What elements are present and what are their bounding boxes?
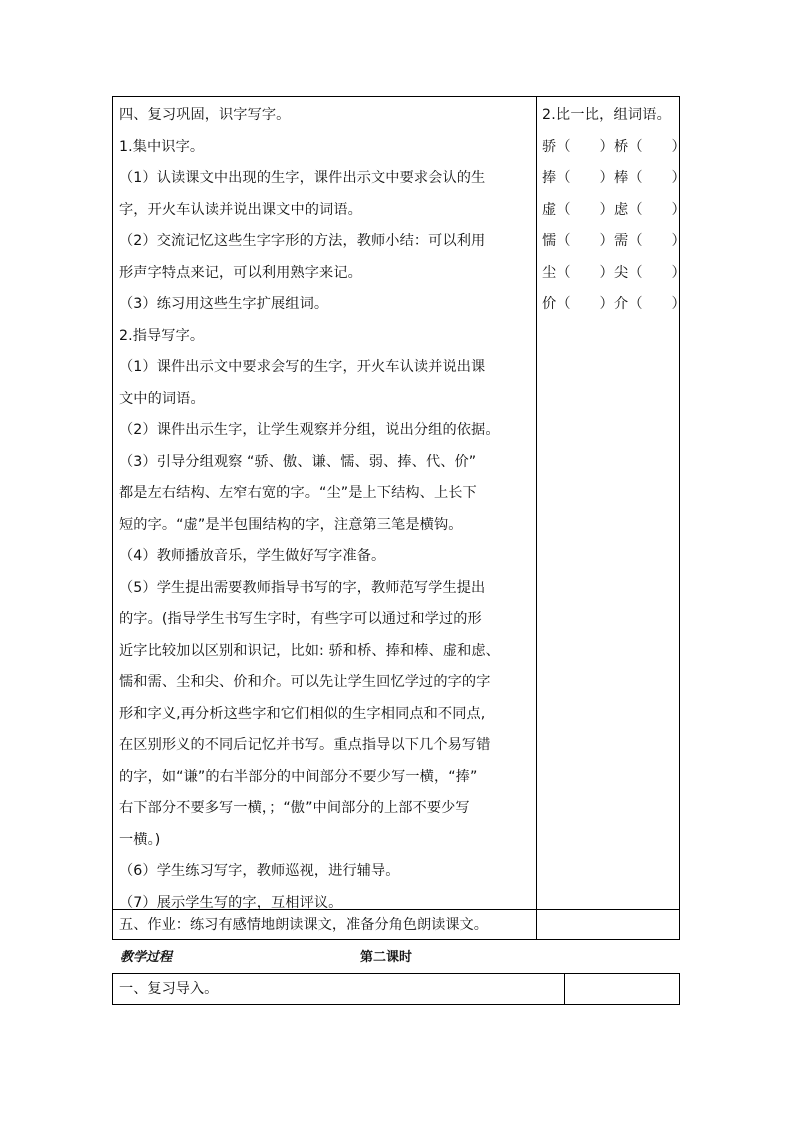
column-divider [564,974,565,1004]
lesson-table [112,96,686,940]
pair-char: 价 [542,296,557,312]
answer-blank[interactable]: （ ） [628,201,686,218]
process-label: 教学过程 [120,950,173,965]
text-line: 懦和需、尘和尖、价和介。可以先让学生回忆学过的字的字 [119,674,491,690]
pair-char: 尘 [542,264,557,281]
answer-blank[interactable]: （ ） [628,296,686,312]
text-line: （3）引导分组观察 “骄、傲、谦、懦、弱、捧、代、价” [119,453,477,470]
pair-char: 需 [613,233,629,249]
answer-blank[interactable]: （ ） [556,170,614,186]
text-line: 四、复习巩固，识字写字。 [119,107,291,123]
text-line: 近字比较加以区别和识记，比如: 骄和桥、捧和棒、虚和虑、 [119,642,500,659]
answer-blank[interactable]: （ ） [556,296,614,312]
pair-char: 捧 [542,170,557,186]
word-pair-row [542,258,686,290]
word-pair-row [542,163,686,195]
homework-text: 五、作业：练习有感情地朗读课文，准备分角色朗读课文。 [119,917,488,933]
column-divider [536,97,537,939]
answer-blank[interactable]: （ ） [556,201,614,218]
text-line: 在区别形义的不同后记忆并书写。重点指导以下几个易写错 [119,737,491,753]
text-line: 文中的词语。 [119,390,205,407]
teaching-steps-column [119,100,531,919]
word-exercise-column [542,100,686,321]
text-line: 1.集中识字。 [119,138,205,155]
pair-char: 桥 [613,138,629,155]
text-line: 都是左右结构、左窄右宽的字。“尘”是上下结构、上长下 [119,485,477,501]
pair-char: 尖 [613,264,629,281]
text-line: （2）课件出示生字，让学生观察并分组，说出分组的依据。 [119,422,500,438]
answer-blank[interactable]: （ ） [556,138,614,155]
text-line: （7）展示学生写的字，互相评议。 [119,894,343,911]
review-intro-text: 一、复习导入。 [119,981,219,997]
text-line: （1）认读课文中出现的生字，课件出示文中要求会认的生 [119,170,486,186]
pair-char: 懦 [542,233,557,249]
pair-char: 虚 [542,201,557,218]
text-line: （4）教师播放音乐，学生做好写字准备。 [119,548,386,564]
text-line: （6）学生练习写字，教师巡视，进行辅导。 [119,863,400,879]
second-lesson-table [112,973,680,1005]
text-line: 的字，如“谦”的右半部分的中间部分不要少写一横，“捧” [119,768,478,785]
text-line: 形声字特点来记，可以利用熟字来记。 [119,264,362,281]
word-pair-row [542,132,686,164]
text-line: 一横。) [119,831,161,848]
pair-char: 棒 [613,170,629,186]
answer-blank[interactable]: （ ） [628,170,686,186]
text-line: 2.指导写字。 [119,327,205,344]
word-pair-row [542,226,686,258]
exercise-pairs [542,132,686,321]
text-line: （3）练习用这些生字扩展组词。 [119,296,329,312]
lesson-title: 第二课时 [360,950,413,965]
text-line: 右下部分不要多写一横，；“傲”中间部分的上部不要少写 [119,800,470,816]
section-header [112,946,680,970]
text-line: 字，开火车认读并说出课文中的词语。 [119,201,362,218]
text-line: 形和字义,再分析这些字和它们相似的生字相同点和不同点, [119,705,486,722]
answer-blank[interactable]: （ ） [628,264,686,281]
answer-blank[interactable]: （ ） [628,138,686,155]
answer-blank[interactable]: （ ） [628,233,686,249]
exercise-title: 2.比一比，组词语。 [542,107,672,123]
word-pair-row [542,289,686,321]
pair-char: 骄 [542,138,557,155]
text-line: （2）交流记忆这些生字字形的方法，教师小结：可以利用 [119,233,486,249]
answer-blank[interactable]: （ ） [556,264,614,281]
text-line: （1）课件出示文中要求会写的生字，开火车认读并说出课 [119,359,486,375]
answer-blank[interactable]: （ ） [556,233,614,249]
text-line: 的字。(指导学生书写生字时，有些字可以通过和学过的形 [119,611,482,627]
text-line: 短的字。“虚”是半包围结构的字，注意第三笔是横钩。 [119,516,463,533]
pair-char: 介 [613,296,629,312]
pair-char: 虑 [613,201,629,218]
text-line: （5）学生提出需要教师指导书写的字，教师范写学生提出 [119,579,486,596]
word-pair-row [542,195,686,227]
